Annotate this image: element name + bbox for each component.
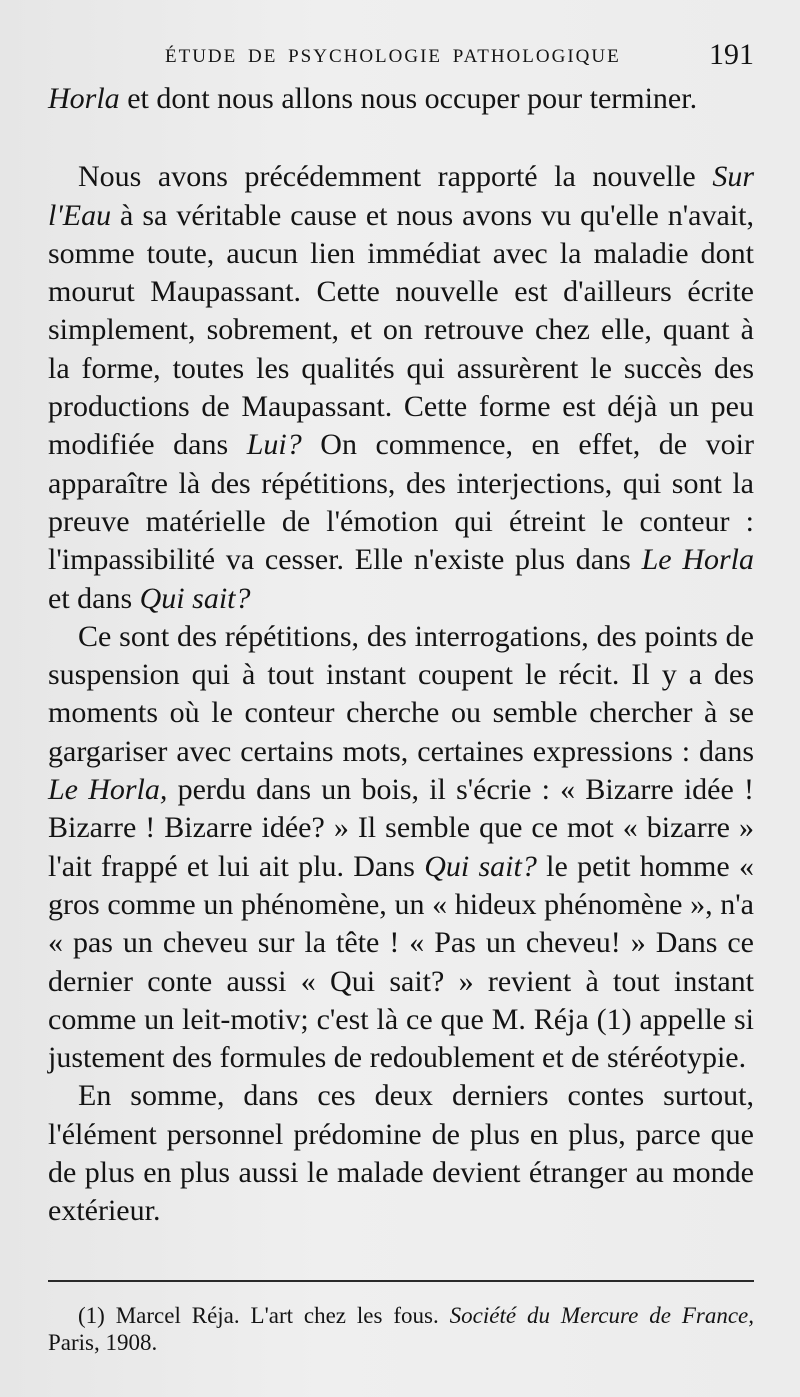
title-qui-sait: Qui sait? bbox=[139, 581, 251, 615]
running-head: ÉTUDE DE PSYCHOLOGIE PATHOLOGIQUE bbox=[165, 46, 621, 67]
paragraph-2-text-a: Nous avons précédemment rapporté la nouvelle bbox=[78, 160, 713, 194]
title-horla: Horla bbox=[48, 82, 120, 115]
title-lui: Lui? bbox=[246, 428, 302, 462]
main-text bbox=[48, 80, 754, 1231]
footnote-publisher: Société du Mercure de France, bbox=[449, 1303, 755, 1328]
paragraph-3-text-a: Ce sont des répétitions, des interrogations, des points de suspension qui à tout instant coupent le récit. Il y a des moments où le conteur cherche ou semble chercher à se gargariser avec certains mots, certaines expressions : dans bbox=[48, 619, 754, 768]
title-le-horla: Le Horla bbox=[641, 543, 755, 577]
page-header bbox=[48, 38, 754, 78]
paragraph-4: En somme, dans ces deux derniers contes surtout, l'élément personnel prédomine de plus en plus, parce que de plus en plus aussi le malade devient étranger au monde extérieur. bbox=[48, 1079, 754, 1228]
title-sur-l-eau: Sur l'Eau bbox=[48, 160, 754, 232]
paragraph-2-text-c: On commence, en effet, de voir apparaître là des répétitions, des interjections, qui sont la preuve matérielle de l'émotion qui étreint le conteur : l'impassibilité va cesser. Elle n'existe plus dans bbox=[48, 428, 754, 577]
paragraph-1 bbox=[48, 80, 754, 118]
paragraph-3 bbox=[48, 618, 754, 1078]
footnote-text-a: (1) Marcel Réja. L'art chez les fous. bbox=[78, 1303, 450, 1328]
footnote-text-b: Paris, 1908. bbox=[48, 1330, 158, 1355]
footnote bbox=[48, 1302, 754, 1356]
paragraph-2-text-d: et dans bbox=[48, 581, 140, 615]
footnote-text bbox=[48, 1302, 754, 1356]
paragraph-2-text-b: à sa véritable cause et nous avons vu qu'elle n'avait, somme toute, aucun lien immédiat avec la maladie dont mourut Maupassant. Cette nouvelle est d'ailleurs écrite simplement, sobrement, et on retrouve chez elle, quant à la forme, toutes les qualités qui assurèrent le succès des productions de Maupassant. Cette forme est déjà un peu modifiée dans bbox=[48, 198, 754, 462]
paragraph-3-text-c: le petit homme « gros comme un phénomène, un « hideux phénomène », n'a « pas un cheveu sur la tête ! « Pas un cheveu! » Dans ce dernier conte aussi « Qui sait? » revient à tout instant comme un leit-motiv; c'est là ce que M. Réja (1) appelle si justement des formules de redoublement et de stéréotypie. bbox=[48, 849, 754, 1075]
title-le-horla-2: Le Horla, bbox=[48, 773, 168, 807]
paragraph-3-text-b: perdu dans un bois, il s'écrie : « Bizarre idée ! Bizarre ! Bizarre idée? » Il semble que ce mot « bizarre » l'ait frappé et lui ait plu. Dans bbox=[48, 773, 755, 883]
page-number: 191 bbox=[709, 38, 754, 71]
paragraph-2 bbox=[48, 158, 754, 618]
paragraph-1-text: et dont nous allons nous occuper pour terminer. bbox=[119, 82, 698, 115]
title-qui-sait-2: Qui sait? bbox=[424, 849, 537, 883]
footnote-divider bbox=[48, 1280, 754, 1282]
